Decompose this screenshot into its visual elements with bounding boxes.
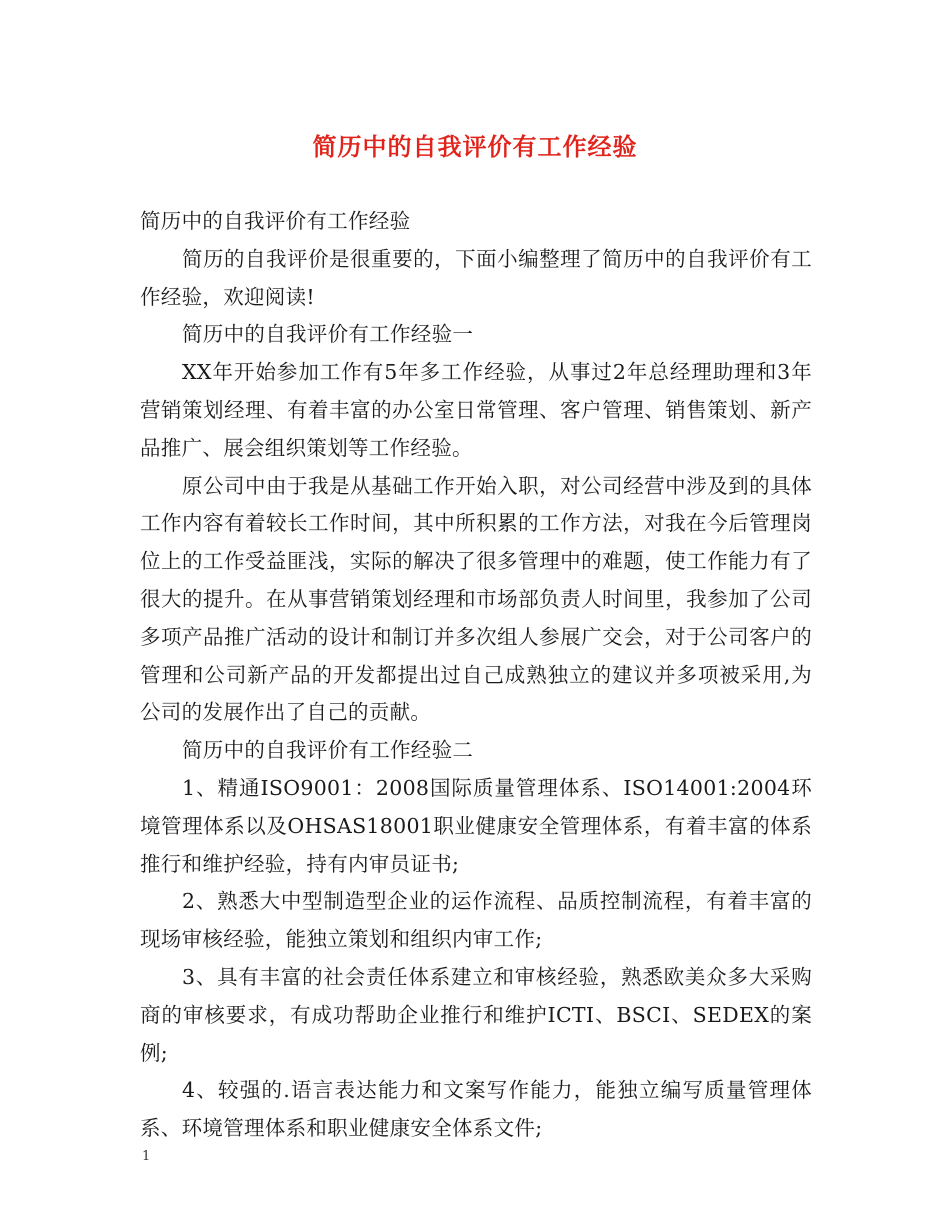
- page-number: 1: [142, 1149, 151, 1164]
- paragraph-previous-company: 原公司中由于我是从基础工作开始入职，对公司经营中涉及到的具体工作内容有着较长工作时间，其中所积累的工作方法，对我在今后管理岗位上的工作受益匪浅，实际的解决了很多管理中的难题，使工作能力有了很大的提升。在从事营销策划经理和市场部负责人时间里，我参加了公司多项产品推广活动的设计和制订并多次组人参展广交会，对于公司客户的管理和公司新产品的开发都提出过自己成熟独立的建议并多项被采用,为公司的发展作出了自己的贡献。: [140, 473, 812, 725]
- section-heading-two: 简历中的自我评价有工作经验二: [182, 738, 474, 763]
- document-body: [140, 203, 812, 1148]
- paragraph-experience: XX年开始参加工作有5年多工作经验，从事过2年总经理助理和3年营销策划经理、有着丰富的办公室日常管理、客户管理、销售策划、新产品推广、展会组织策划等工作经验。: [140, 360, 812, 460]
- list-item-3: 3、具有丰富的社会责任体系建立和审核经验，熟悉欧美众多大采购商的审核要求，有成功帮助企业推行和维护ICTI、BSCI、SEDEX的案例;: [140, 964, 812, 1065]
- paragraph-intro: 简历的自我评价是很重要的，下面小编整理了简历中的自我评价有工作经验，欢迎阅读!: [140, 246, 812, 309]
- list-item-1: 1、精通ISO9001：2008国际质量管理体系、ISO14001:2004环境管理体系以及OHSAS18001职业健康安全管理体系，有着丰富的体系推行和维护经验，持有内审员证书;: [140, 775, 812, 876]
- list-item-2: 2、熟悉大中型制造型企业的运作流程、品质控制流程，有着丰富的现场审核经验，能独立策划和组织内审工作;: [140, 889, 812, 952]
- document-title: 简历中的自我评价有工作经验: [312, 132, 638, 161]
- section-heading-one: 简历中的自我评价有工作经验一: [182, 322, 474, 347]
- list-item-4: 4、较强的.语言表达能力和文案写作能力，能独立编写质量管理体系、环境管理体系和职业健康安全体系文件;: [140, 1078, 812, 1141]
- paragraph-heading: 简历中的自我评价有工作经验: [140, 209, 411, 233]
